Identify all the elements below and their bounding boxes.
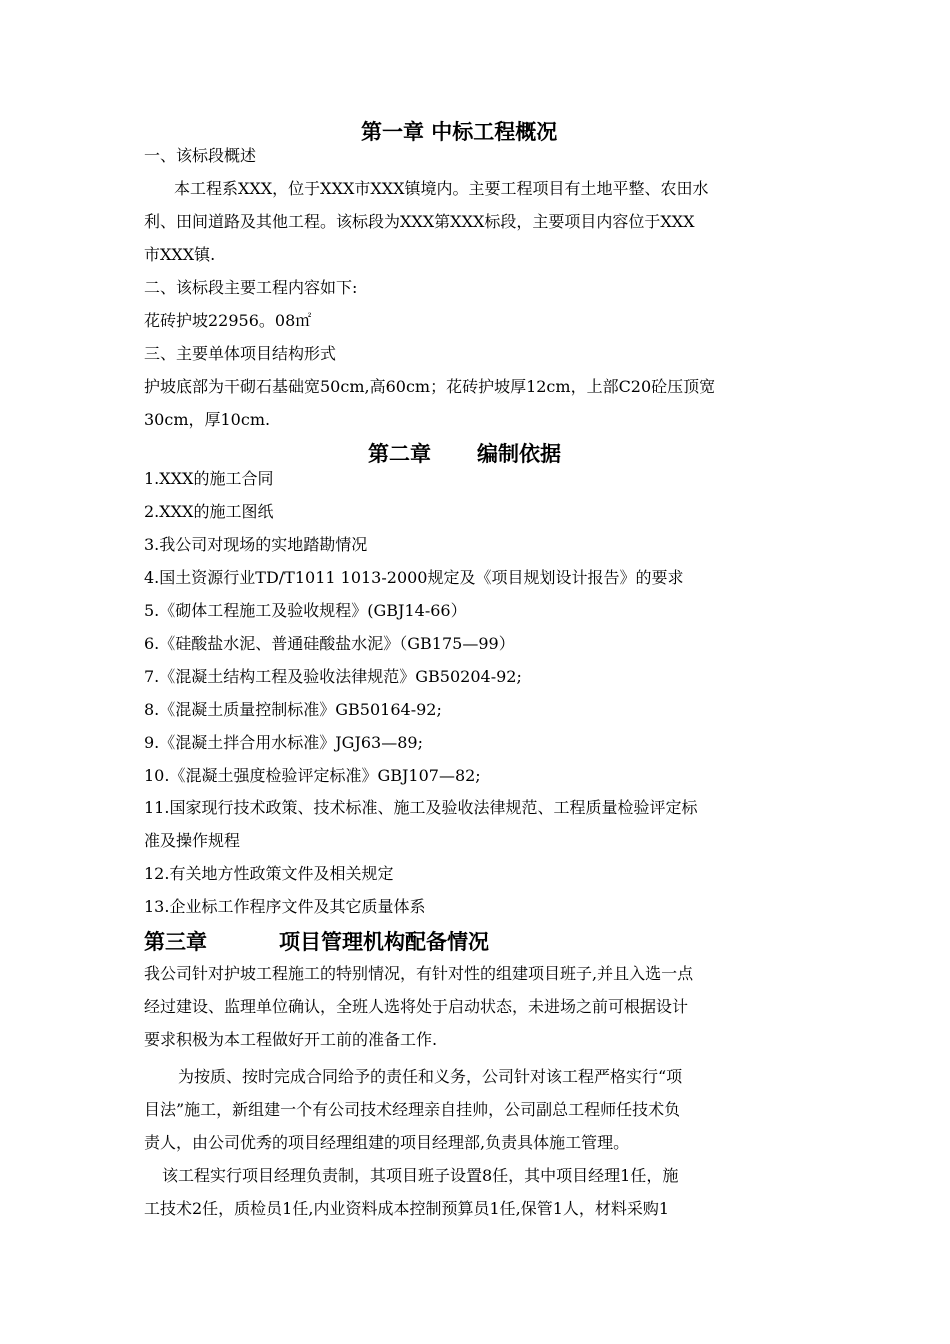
basis-item-11-line-1: 11.国家现行技术政策、技术标准、施工及验收法律规范、工程质量检验评定标 xyxy=(144,798,698,817)
basis-item-8: 8.《混凝土质量控制标准》GB50164-92; xyxy=(144,700,442,719)
section-3-line-1: 护坡底部为干砌石基础宽50cm,高60cm；花砖护坡厚12cm，上部C20砼压顶宽 xyxy=(144,377,716,396)
section-1-heading: 一、该标段概述 xyxy=(144,146,257,165)
paragraph-1-line-2: 经过建设、监理单位确认，全班人选将处于启动状态，未进场之前可根据设计 xyxy=(144,997,689,1016)
basis-item-2: 2.XXX的施工图纸 xyxy=(144,502,274,521)
section-1-line-1: 本工程系XXX，位于XXX市XXX镇境内。主要工程项目有土地平整、农田水 xyxy=(174,179,709,198)
basis-item-10: 10.《混凝土强度检验评定标准》GBJ107—82; xyxy=(144,766,481,785)
section-3-heading: 三、主要单体项目结构形式 xyxy=(144,344,337,363)
paragraph-1-line-3: 要求积极为本工程做好开工前的准备工作. xyxy=(144,1030,438,1049)
basis-item-13: 13.企业标工作程序文件及其它质量体系 xyxy=(144,897,426,916)
basis-item-1: 1.XXX的施工合同 xyxy=(144,469,274,488)
section-2-heading: 二、该标段主要工程内容如下: xyxy=(144,278,358,297)
basis-item-11-line-2: 准及操作规程 xyxy=(144,831,241,850)
section-1-line-3: 市XXX镇. xyxy=(144,245,216,264)
chapter-2-number: 第二章 xyxy=(368,442,431,466)
paragraph-2-line-3: 责人，由公司优秀的项目经理组建的项目经理部,负责具体施工管理。 xyxy=(144,1133,630,1152)
chapter-3-title xyxy=(144,929,489,955)
section-3-line-2: 30cm，厚10cm. xyxy=(144,410,271,429)
paragraph-3-line-1: 该工程实行项目经理负责制，其项目班子设置8任，其中项目经理1任，施 xyxy=(162,1166,679,1185)
paragraph-1-line-1: 我公司针对护坡工程施工的特别情况，有针对性的组建项目班子,并且入选一点 xyxy=(144,964,694,983)
section-2-line: 花砖护坡22956。08㎡ xyxy=(144,311,312,330)
chapter-3-name: 项目管理机构配备情况 xyxy=(279,930,489,954)
basis-item-5: 5.《砌体工程施工及验收规程》(GBJ14-66） xyxy=(144,601,467,620)
basis-item-7: 7.《混凝土结构工程及验收法律规范》GB50204-92; xyxy=(144,667,522,686)
paragraph-2-line-1: 为按质、按时完成合同给予的责任和义务，公司针对该工程严格实行“项 xyxy=(178,1067,683,1086)
basis-item-9: 9.《混凝土拌合用水标准》JGJ63—89; xyxy=(144,733,423,752)
basis-item-6: 6.《硅酸盐水泥、普通硅酸盐水泥》（GB175—99） xyxy=(144,634,515,653)
paragraph-3-line-2: 工技术2任，质检员1任,内业资料成本控制预算员1任,保管1人，材料采购1 xyxy=(144,1199,670,1218)
chapter-1-title: 第一章 中标工程概况 xyxy=(361,120,558,144)
basis-item-12: 12.有关地方性政策文件及相关规定 xyxy=(144,864,394,883)
paragraph-2-line-2: 目法”施工，新组建一个有公司技术经理亲自挂帅，公司副总工程师任技术负 xyxy=(144,1100,681,1119)
chapter-2-title xyxy=(368,441,561,467)
basis-item-4: 4.国土资源行业TD/T1011 1013-2000规定及《项目规划设计报告》的要求 xyxy=(144,568,684,587)
section-1-line-2: 利、田间道路及其他工程。该标段为XXX第XXX标段，主要项目内容位于XXX xyxy=(144,212,695,231)
chapter-2-name: 编制依据 xyxy=(477,442,561,466)
chapter-3-number: 第三章 xyxy=(144,930,207,954)
basis-item-3: 3.我公司对现场的实地踏勘情况 xyxy=(144,535,368,554)
